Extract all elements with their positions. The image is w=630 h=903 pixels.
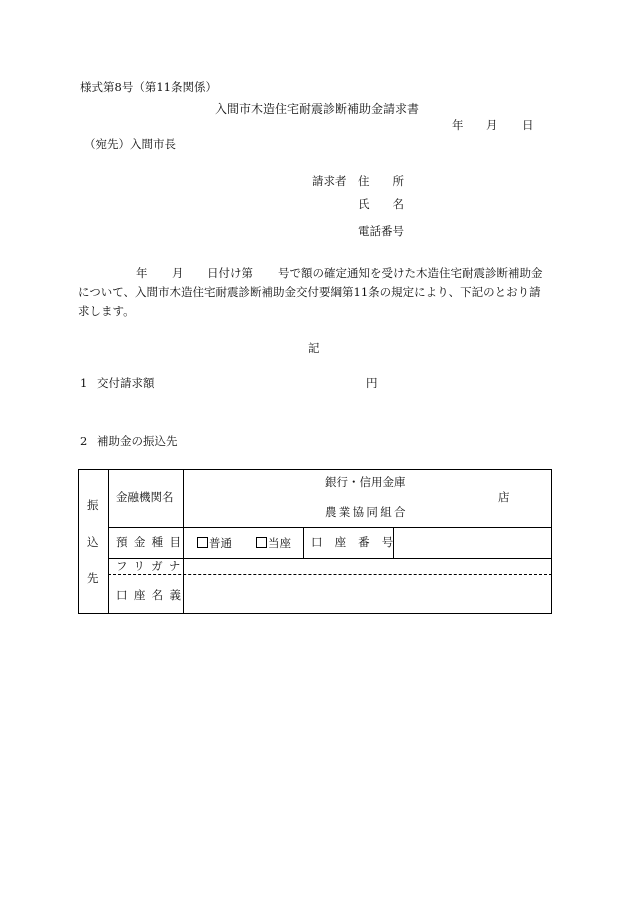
body-line2: について、入間市木造住宅耐震診断補助金交付要綱第11条の規定により、下記のとおり請 [78, 285, 541, 299]
futsu-checkbox-option[interactable] [197, 537, 232, 550]
bank-label: 金融機関名 [116, 490, 174, 504]
item1-label: 交付請求額 [97, 376, 155, 390]
form-title: 入間市木造住宅耐震診断補助金請求書 [215, 102, 420, 116]
date-day: 日 [522, 118, 534, 132]
body-date-no: 日付け第 [207, 266, 253, 280]
address-label: 住 所 [358, 174, 410, 188]
table-border-top [78, 469, 552, 470]
date-year: 年 [452, 118, 464, 132]
bank-name-field[interactable] [196, 484, 316, 520]
body-year: 年 [136, 266, 148, 280]
body-month: 月 [172, 266, 184, 280]
form-number: 様式第8号（第11条関係） [80, 80, 217, 94]
table-row-line-1 [108, 527, 552, 528]
touza-checkbox[interactable] [256, 537, 267, 548]
account-name-label: 口座名義 [116, 588, 188, 602]
side-label-3: 先 [87, 571, 99, 585]
name-label: 氏 名 [358, 197, 410, 211]
account-name-field[interactable] [186, 577, 548, 611]
phone-label: 電話番号 [358, 224, 404, 238]
date-month: 月 [486, 118, 498, 132]
touza-label: 当座 [268, 536, 291, 550]
table-border-left [78, 469, 79, 614]
side-label-2: 込 [87, 535, 99, 549]
item2-number: 2 [80, 434, 88, 448]
item2-label: 補助金の振込先 [97, 434, 178, 448]
table-row-dashed [108, 574, 552, 575]
ki-mark: 記 [308, 341, 320, 355]
item1-number: 1 [80, 376, 88, 390]
branch-label: 店 [498, 490, 510, 504]
table-border-bottom [78, 613, 552, 614]
body-line1-rest: 号で額の確定通知を受けた木造住宅耐震診断補助金 [278, 266, 543, 280]
bank-type-line1: 銀行・信用金庫 [325, 475, 406, 489]
table-divider-side [108, 469, 109, 614]
deposit-type-label: 預金種目 [116, 535, 188, 549]
requester-label: 請求者 [312, 174, 347, 188]
account-number-label: 口座番号 [311, 535, 406, 549]
branch-name-field[interactable] [425, 484, 493, 520]
furigana-field[interactable] [186, 560, 548, 573]
futsu-label: 普通 [209, 536, 232, 550]
item1-unit: 円 [366, 376, 378, 390]
side-label-1: 振 [87, 498, 99, 512]
body-line3: 求します。 [78, 304, 135, 318]
account-number-field[interactable] [396, 530, 548, 556]
addressee: （宛先）入間市長 [84, 137, 176, 151]
futsu-checkbox[interactable] [197, 537, 208, 548]
table-divider-account-label [303, 527, 304, 558]
table-border-right [551, 469, 552, 614]
touza-checkbox-option[interactable] [256, 537, 291, 550]
bank-type-line2: 農業協同組合 [325, 505, 408, 519]
furigana-label: フリガナ [116, 559, 187, 573]
